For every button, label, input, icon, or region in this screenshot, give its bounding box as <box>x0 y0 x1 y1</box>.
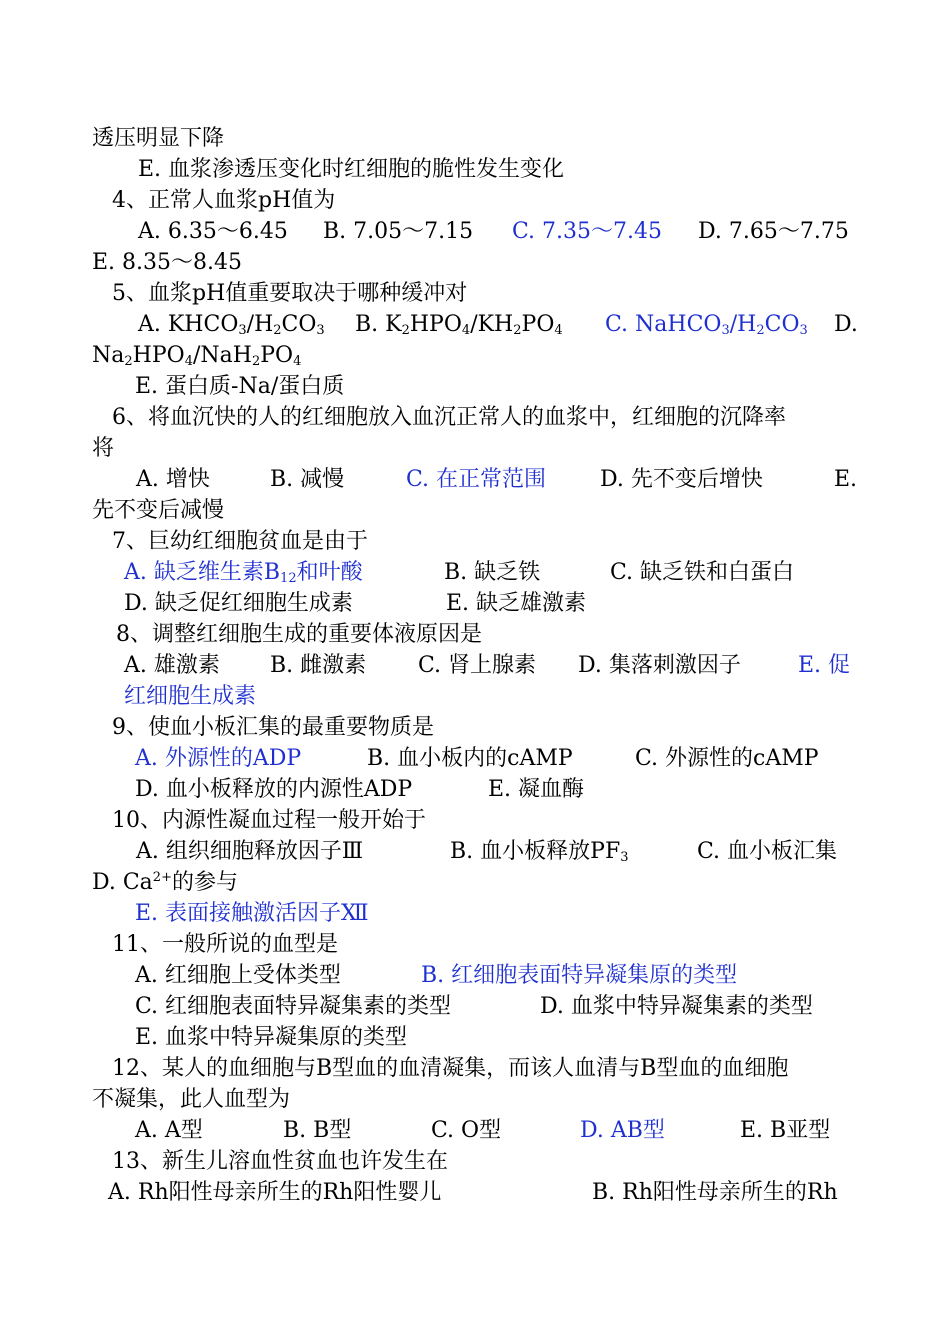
q9-stem: 9、使血小板汇集的最重要物质是 <box>112 715 434 740</box>
q9-option-d: D. 血小板释放的内源性ADP <box>135 777 413 802</box>
q11-option-e: E. 血浆中特异凝集原的类型 <box>135 1025 408 1050</box>
q6-stem: 6、将血沉快的人的红细胞放入血沉正常人的血浆中，红细胞的沉降率 <box>112 405 786 430</box>
q12-option-a: A. A型 <box>135 1118 203 1143</box>
q5-option-e: E. 蛋白质-Na/蛋白质 <box>135 374 345 399</box>
q7-option-b: B. 缺乏铁 <box>444 560 541 585</box>
q9-option-e: E. 凝血酶 <box>488 777 585 802</box>
q4-option-a: A. 6.35～6.45 <box>138 219 288 244</box>
q11-option-c: C. 红细胞表面特异凝集素的类型 <box>135 994 452 1019</box>
q8-option-c: C. 肾上腺素 <box>418 653 537 678</box>
q6-option-c-answer: C. 在正常范围 <box>406 467 547 492</box>
q12-option-d-answer: D. AB型 <box>580 1118 665 1143</box>
q8-option-d: D. 集落刺激因子 <box>578 653 741 678</box>
q7-option-d: D. 缺乏促红细胞生成素 <box>124 591 353 616</box>
q9-option-c: C. 外源性的cAMP <box>635 746 819 771</box>
q10-option-a: A. 组织细胞释放因子Ⅲ <box>136 839 364 864</box>
q4-option-c-answer: C. 7.35～7.45 <box>512 219 663 244</box>
q5-stem: 5、血浆pH值重要取决于哪种缓冲对 <box>112 281 468 306</box>
q13-option-b: B. Rh阳性母亲所生的Rh <box>592 1180 838 1205</box>
q5-option-d-label: D. <box>834 312 858 337</box>
q3-continued-text: 透压明显下降 <box>92 126 225 151</box>
q7-option-c: C. 缺乏铁和白蛋白 <box>610 560 795 585</box>
q12-option-e: E. B亚型 <box>740 1118 831 1143</box>
q3-option-e: E. 血浆渗透压变化时红细胞的脆性发生变化 <box>138 157 565 182</box>
q7-stem: 7、巨幼红细胞贫血是由于 <box>112 529 368 554</box>
q11-stem: 11、一般所说的血型是 <box>112 932 338 957</box>
q6-option-d: D. 先不变后增快 <box>600 467 763 492</box>
q6-option-a: A. 增快 <box>136 467 210 492</box>
q6-stem-continued: 将 <box>92 436 115 461</box>
q9-option-a-answer: A. 外源性的ADP <box>135 746 302 771</box>
q12-option-b: B. B型 <box>283 1118 352 1143</box>
q9-option-b: B. 血小板内的cAMP <box>367 746 573 771</box>
q7-option-e: E. 缺乏雄激素 <box>446 591 587 616</box>
q5-option-a: A. $KHCO_3/H_2CO_3$ <box>138 312 325 338</box>
q10-option-c: C. 血小板汇集 <box>697 839 838 864</box>
q11-option-b-answer: B. 红细胞表面特异凝集原的类型 <box>421 963 738 988</box>
q8-option-b: B. 雌激素 <box>270 653 367 678</box>
q6-option-e: 先不变后减慢 <box>92 498 225 523</box>
q4-option-e: E. 8.35～8.45 <box>92 250 243 275</box>
q6-option-e-label: E. <box>834 467 858 492</box>
q11-option-a: A. 红细胞上受体类型 <box>135 963 341 988</box>
q8-option-e-answer-continued: 红细胞生成素 <box>124 684 257 709</box>
q4-option-b: B. 7.05～7.15 <box>323 219 474 244</box>
q5-option-d: $Na_2HPO_4/NaH_2PO_4$ <box>92 343 302 369</box>
q8-stem: 8、调整红细胞生成的重要体液原因是 <box>116 622 482 647</box>
q13-stem: 13、新生儿溶血性贫血也许发生在 <box>112 1149 448 1174</box>
q8-option-e-answer: E. 促 <box>798 653 851 678</box>
q12-option-c: C. O型 <box>431 1118 502 1143</box>
q13-option-a: A. Rh阳性母亲所生的Rh阳性婴儿 <box>108 1180 442 1205</box>
q4-stem: 4、正常人血浆pH值为 <box>112 188 336 213</box>
q4-option-d: D. 7.65～7.75 <box>698 219 849 244</box>
q11-option-d: D. 血浆中特异凝集素的类型 <box>540 994 813 1019</box>
q10-option-b: B. 血小板释放$PF_3$ <box>450 839 629 865</box>
q6-option-b: B. 减慢 <box>270 467 345 492</box>
q12-stem-continued: 不凝集，此人血型为 <box>92 1087 291 1112</box>
q5-option-b: B. $K_2HPO_4/KH_2PO_4$ <box>355 312 563 338</box>
q8-option-a: A. 雄激素 <box>124 653 220 678</box>
q7-option-a-answer: A. 缺乏维生素$B_{12}$和叶酸 <box>124 560 363 586</box>
q5-option-c-answer: C. $NaHCO_3/H_2CO_3$ <box>605 312 808 338</box>
q10-option-e-answer: E. 表面接触激活因子Ⅻ <box>135 901 369 926</box>
q10-stem: 10、内源性凝血过程一般开始于 <box>112 808 426 833</box>
q10-option-d: D. $Ca^{2+}$的参与 <box>92 870 238 895</box>
q12-stem: 12、某人的血细胞与B型血的血清凝集，而该人血清与B型血的血细胞 <box>112 1056 789 1081</box>
